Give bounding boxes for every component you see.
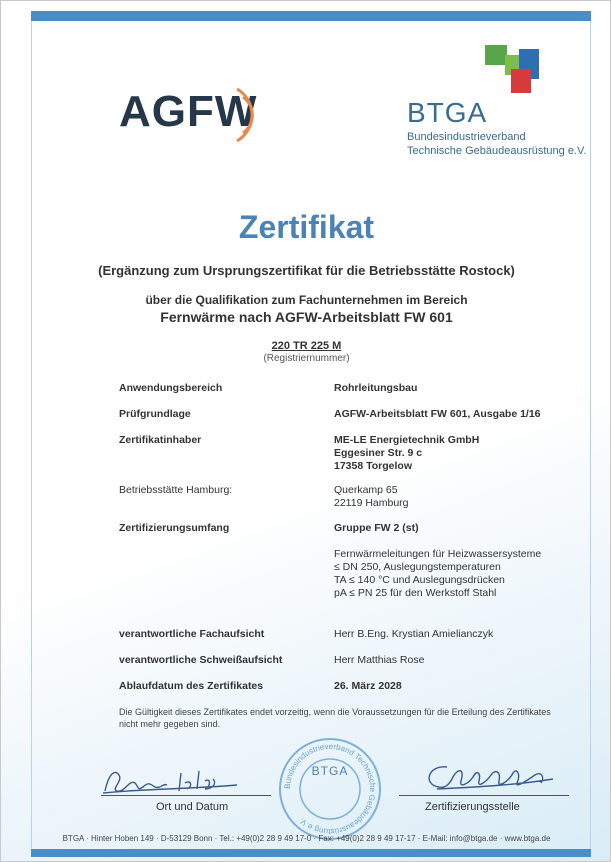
place-date-caption: Ort und Datum <box>156 801 229 813</box>
btga-logo-name: BTGA <box>407 97 488 128</box>
inhaber-line-3: 17358 Torgelow <box>334 460 413 472</box>
agfw-arc-icon <box>197 79 277 149</box>
btga-logo-subtitle <box>407 130 586 158</box>
umfang-desc-4: pA ≤ PN 25 für den Werkstoff Stahl <box>334 587 497 599</box>
certifier-signature <box>417 759 557 795</box>
agfw-logo-text: AGFW <box>119 87 258 136</box>
agfw-logo <box>119 79 279 149</box>
field-value-anwendungsbereich: Rohrleitungsbau <box>334 382 418 394</box>
field-label-betriebsstaette: Betriebsstätte Hamburg: <box>119 484 233 496</box>
place-date-handwriting <box>101 763 241 797</box>
umfang-desc-1: Fernwärmeleitungen für Heizwassersysteme <box>334 548 542 560</box>
field-value-betriebsstaette <box>334 484 409 510</box>
registration-label: (Registriernummer) <box>263 353 350 364</box>
qualification-line-1: über die Qualifikation zum Fachunternehmen im Bereich <box>145 293 468 307</box>
inhaber-line-1: ME-LE Energietechnik GmbH <box>334 434 480 446</box>
field-value-pruefgrundlage: AGFW-Arbeitsblatt FW 601, Ausgabe 1/16 <box>334 408 541 420</box>
field-value-schweissaufsicht: Herr Matthias Rose <box>334 654 425 666</box>
top-band <box>31 11 591 21</box>
field-label-anwendungsbereich: Anwendungsbereich <box>119 382 223 394</box>
btga-seal-icon <box>277 736 383 842</box>
field-label-pruefgrundlage: Prüfgrundlage <box>119 408 191 420</box>
signature-line-left <box>101 795 271 796</box>
certificate-title: Zertifikat <box>238 209 375 245</box>
betriebsstaette-line-1: Querkamp 65 <box>334 484 398 496</box>
certificate-subtitle: (Ergänzung zum Ursprungszertifikat für die Betriebsstätte Rostock) <box>98 263 515 278</box>
field-value-umfang: Gruppe FW 2 (st) <box>334 522 419 534</box>
certification-body-caption: Zertifizierungsstelle <box>425 801 520 813</box>
validity-footnote: Die Gültigkeit dieses Zertifikates endet vorzeitig, wenn die Voraussetzungen für die Erteilung des Zertifikates nicht mehr gegeben sind. <box>119 707 551 729</box>
svg-text:Bundesindustrieverband Technis <box>283 742 377 836</box>
signature-line-right <box>399 795 569 796</box>
umfang-desc-2: ≤ DN 250, Auslegungstemperaturen <box>334 561 501 573</box>
field-value-ablaufdatum: 26. März 2028 <box>334 680 402 692</box>
registration-number: 220 TR 225 M <box>271 340 342 352</box>
btga-sub-line1: Bundesindustrieverband <box>407 131 526 143</box>
field-label-ablaufdatum: Ablaufdatum des Zertifikates <box>119 680 264 692</box>
left-border <box>31 21 32 849</box>
betriebsstaette-line-2: 22119 Hamburg <box>334 497 409 509</box>
btga-logo-mark-icon <box>485 45 539 93</box>
field-label-umfang: Zertifizierungsumfang <box>119 522 230 534</box>
bottom-band <box>31 849 591 857</box>
field-label-schweissaufsicht: verantwortliche Schweißaufsicht <box>119 654 283 666</box>
seal-center-text: BTGA <box>311 764 349 778</box>
field-label-inhaber: Zertifikatinhaber <box>119 434 202 446</box>
umfang-desc-3: TA ≤ 140 °C und Auslegungsdrücken <box>334 574 505 586</box>
inhaber-line-2: Eggesiner Str. 9 c <box>334 447 423 459</box>
qualification-line-2: Fernwärme nach AGFW-Arbeitsblatt FW 601 <box>160 309 453 325</box>
field-label-fachaufsicht: verantwortliche Fachaufsicht <box>119 628 265 640</box>
field-value-fachaufsicht: Herr B.Eng. Krystian Amielianczyk <box>334 628 494 640</box>
right-border <box>590 21 591 849</box>
btga-sub-line2: Technische Gebäudeausrüstung e.V. <box>407 145 587 157</box>
footer-address: BTGA · Hinter Hoben 149 · D-53129 Bonn · Tel.: +49(0)2 28 9 49 17-0 · Fax: +49(0)2 28 9 49 17-17 · E-Mail: info@btga.de · www.btga.de <box>62 834 551 843</box>
field-value-inhaber <box>334 434 479 473</box>
seal-ring-text: Bundesindustrieverband Technische Gebäudeausrüstung e.V. <box>282 741 378 837</box>
field-desc-umfang <box>334 548 541 600</box>
